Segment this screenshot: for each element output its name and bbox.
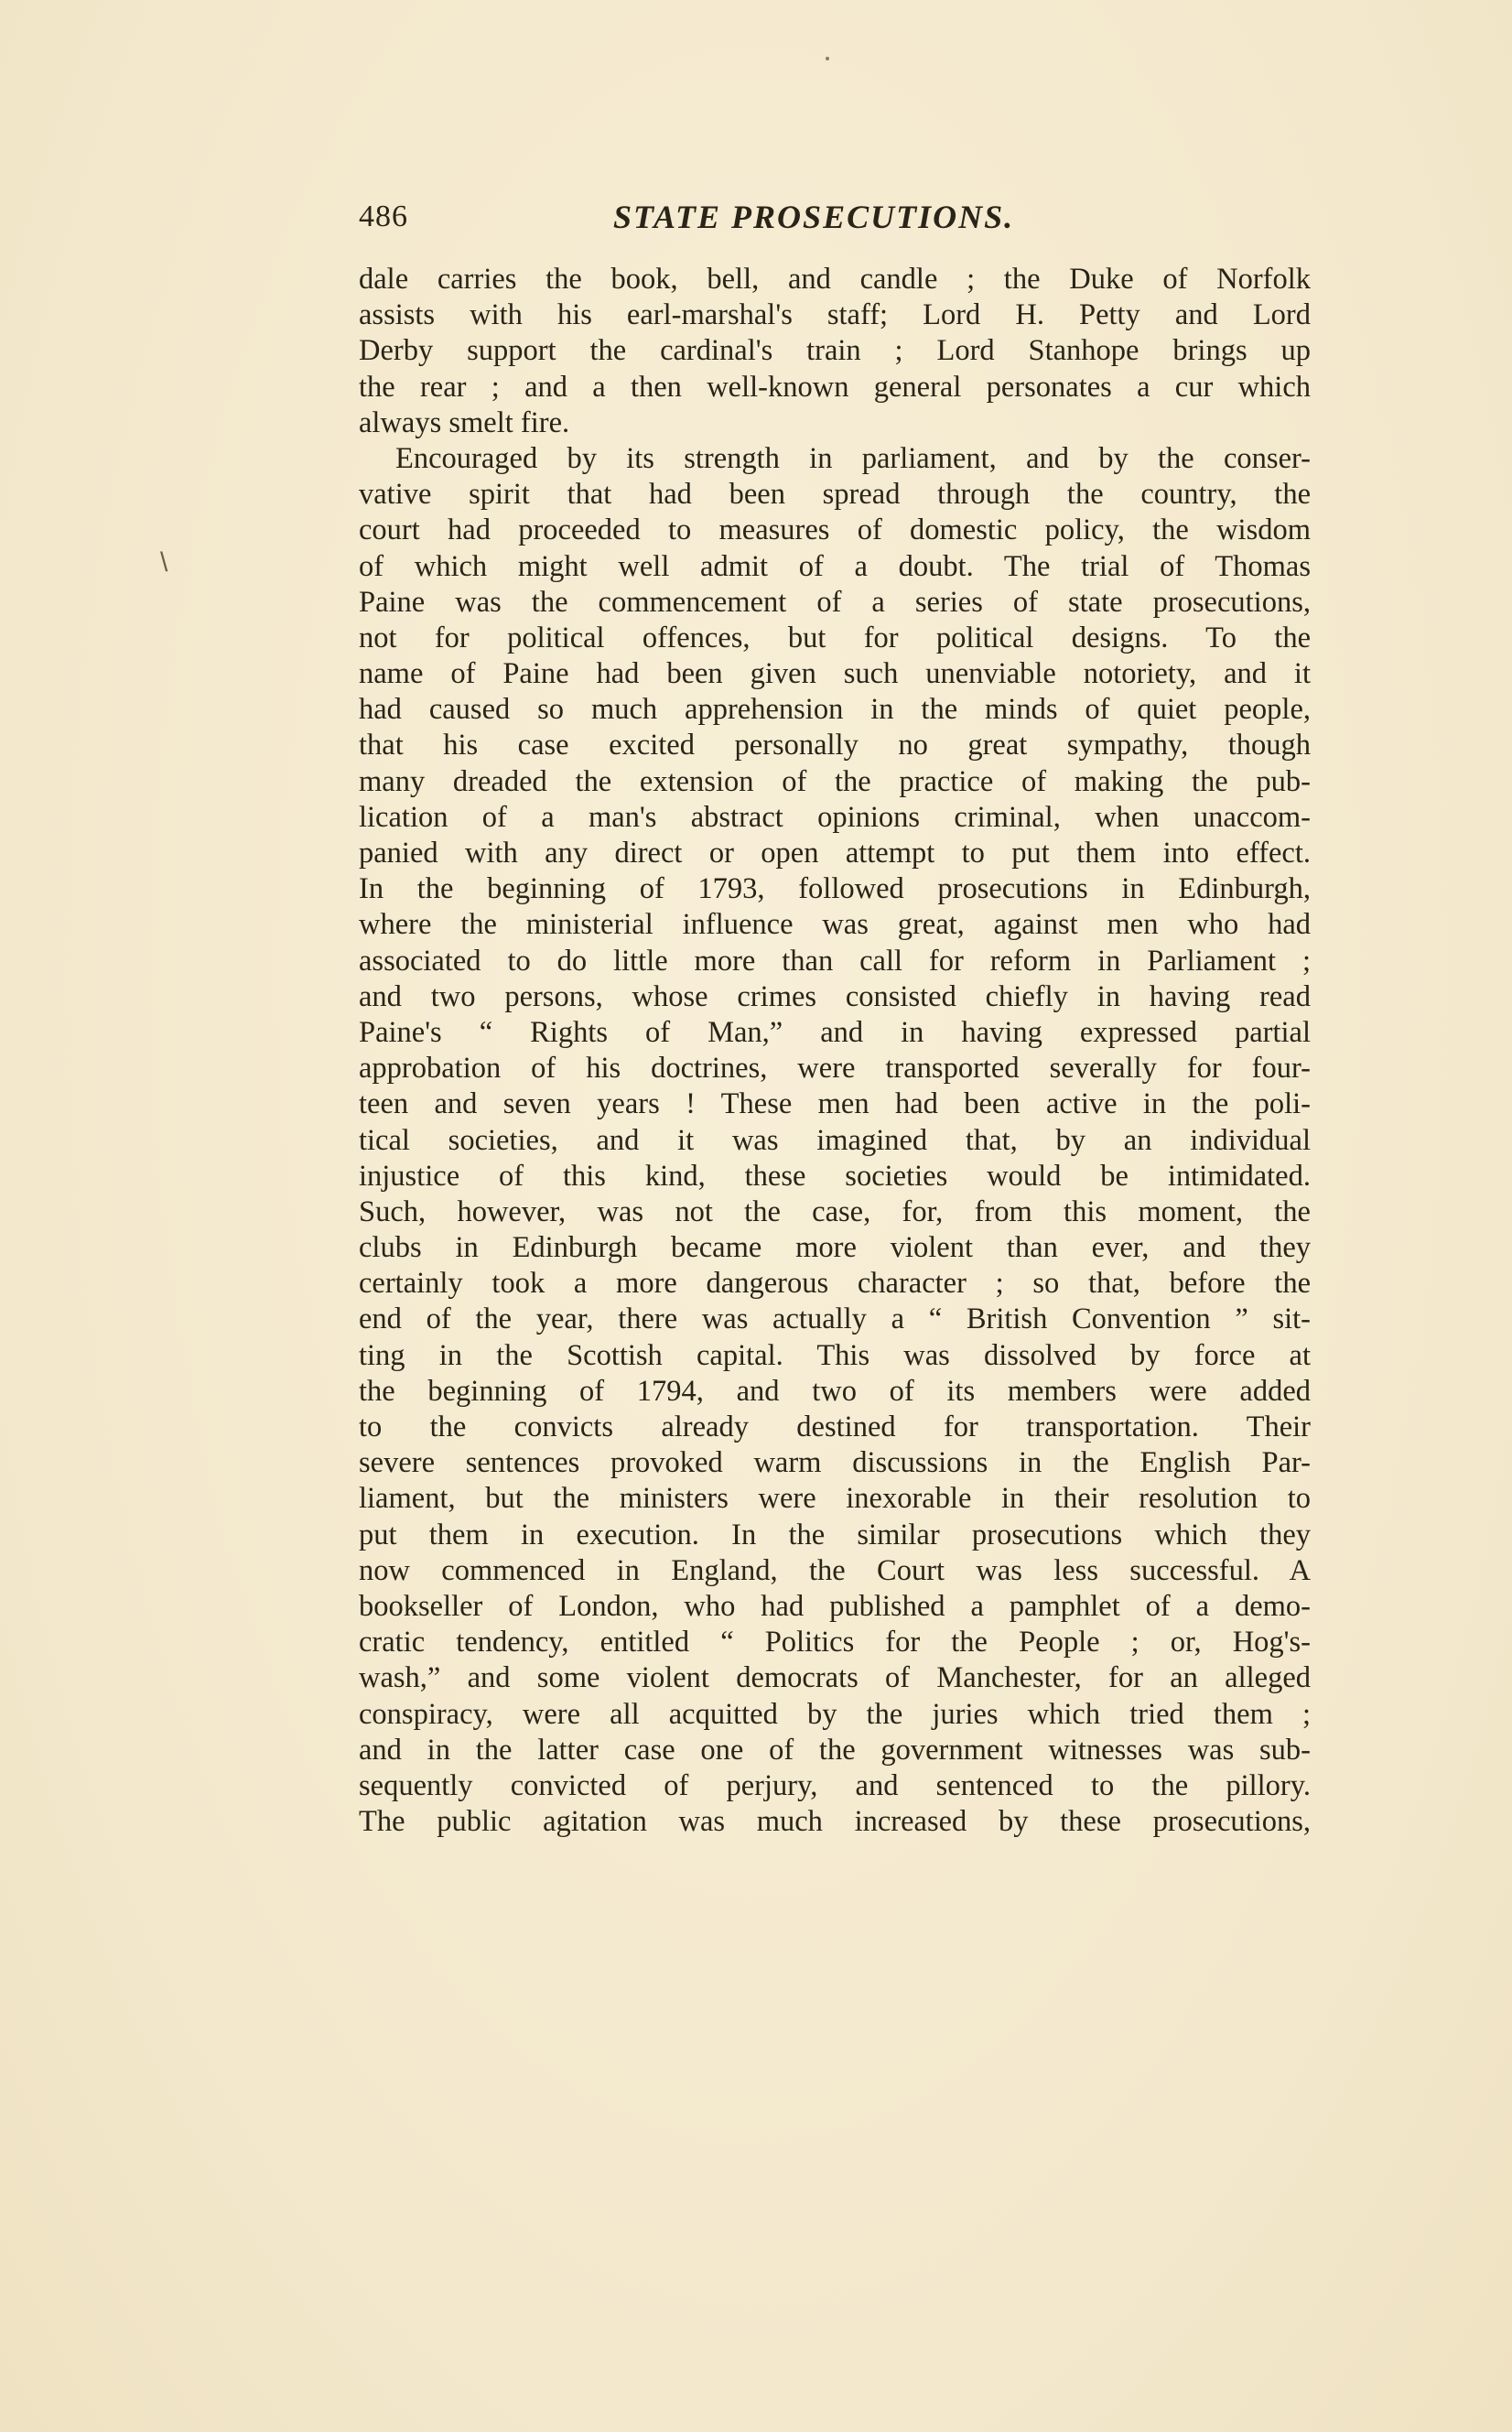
text-line: name of Paine had been given such unenviable notoriety, and it [359, 657, 1311, 691]
text-line: put them in execution. In the similar prosecutions which they [359, 1518, 1311, 1551]
text-line: certainly took a more dangerous character ; so that, before the [359, 1267, 1311, 1301]
text-line: cratic tendency, entitled “ Politics for the People ; or, Hog's- [359, 1626, 1311, 1659]
page-number: 486 [359, 200, 408, 233]
text-line: vative spirit that had been spread through the country, the [359, 478, 1311, 512]
text-line: The public agitation was much increased by these prosecutions, [359, 1805, 1311, 1839]
body-text [359, 262, 1311, 1840]
text-line: end of the year, there was actually a “ British Convention ” sit- [359, 1302, 1311, 1336]
text-line: approbation of his doctrines, were transported severally for four- [359, 1052, 1311, 1086]
text-line: injustice of this kind, these societies would be intimidated. [359, 1159, 1311, 1193]
text-line: Paine's “ Rights of Man,” and in having expressed partial [359, 1015, 1311, 1049]
text-line: had caused so much apprehension in the minds of quiet people, [359, 693, 1311, 727]
paper-speck [826, 57, 829, 60]
text-line: Such, however, was not the case, for, from this moment, the [359, 1194, 1311, 1228]
text-line: of which might well admit of a doubt. The trial of Thomas [359, 549, 1311, 583]
text-line: and two persons, whose crimes consisted chiefly in having read [359, 979, 1311, 1013]
text-line: Derby support the cardinal's train ; Lord Stanhope brings up [359, 334, 1311, 368]
text-line: liament, but the ministers were inexorable in their resolution to [359, 1482, 1311, 1516]
text-line: not for political offences, but for political designs. To the [359, 621, 1311, 654]
text-line: sequently convicted of perjury, and sentenced to the pillory. [359, 1768, 1311, 1802]
text-line: ting in the Scottish capital. This was dissolved by force at [359, 1338, 1311, 1372]
text-line: assists with his earl-marshal's staff; Lord H. Petty and Lord [359, 298, 1311, 332]
text-line: wash,” and some violent democrats of Manchester, for an alleged [359, 1661, 1311, 1695]
text-line: tical societies, and it was imagined that, by an individual [359, 1123, 1311, 1157]
text-line: bookseller of London, who had published a pamphlet of a demo- [359, 1589, 1311, 1623]
text-line: the rear ; and a then well-known general personates a cur which [359, 370, 1311, 404]
text-line: Paine was the commencement of a series of state prosecutions, [359, 585, 1311, 619]
text-line: and in the latter case one of the government witnesses was sub- [359, 1733, 1311, 1767]
text-line: the beginning of 1794, and two of its members were added [359, 1374, 1311, 1408]
text-line: dale carries the book, bell, and candle ; the Duke of Norfolk [359, 263, 1311, 296]
text-line: associated to do little more than call for reform in Parliament ; [359, 944, 1311, 978]
text-line: now commenced in England, the Court was less successful. A [359, 1553, 1311, 1587]
text-line: teen and seven years ! These men had been active in the poli- [359, 1087, 1311, 1121]
text-line: lication of a man's abstract opinions criminal, when unaccom- [359, 800, 1311, 834]
running-head: STATE PROSECUTIONS. [613, 199, 1015, 235]
text-line: where the ministerial influence was great, against men who had [359, 908, 1311, 942]
margin-mark: \ [160, 547, 168, 578]
text-line: many dreaded the extension of the practice of making the pub- [359, 764, 1311, 798]
text-line: to the convicts already destined for transportation. Their [359, 1411, 1311, 1443]
text-line: court had proceeded to measures of domestic policy, the wisdom [359, 513, 1311, 547]
text-line: In the beginning of 1793, followed prosecutions in Edinburgh, [359, 872, 1311, 906]
paragraph-start-line: Encouraged by its strength in parliament, and by the conser- [395, 441, 1311, 475]
text-line: that his case excited personally no great sympathy, though [359, 729, 1311, 762]
text-line: always smelt fire. [359, 405, 570, 439]
text-line: panied with any direct or open attempt to put them into effect. [359, 837, 1311, 870]
text-line: clubs in Edinburgh became more violent than ever, and they [359, 1231, 1311, 1265]
text-line: severe sentences provoked warm discussions in the English Par- [359, 1446, 1311, 1480]
text-line: conspiracy, were all acquitted by the juries which tried them ; [359, 1697, 1311, 1731]
page-header [359, 190, 1064, 245]
